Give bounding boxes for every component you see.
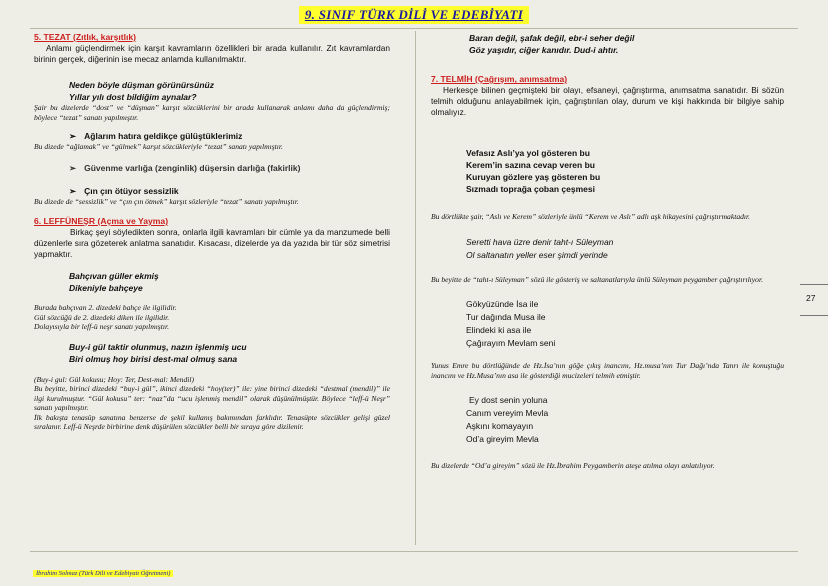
- telmih-note: Bu dizelerde “Od’a gireyim” sözü ile Hz.İbrahim Peygamberin ateşe atılma olayı anlatılıyor.: [431, 461, 715, 470]
- right-column: [431, 32, 784, 471]
- leffunesr-note: Burada bahçıvan 2. dizedeki bahçe ile ilgilidir.: [34, 303, 177, 312]
- tezat-example-text: Çın çın ötüyor sessizlik: [84, 185, 179, 196]
- verse-line: Baran değil, şafak değil, ebr-i seher değil: [469, 33, 635, 43]
- verse-line: Od’a gireyim Mevla: [466, 434, 539, 444]
- verse-line: Gökyüzünde İsa ile: [466, 299, 539, 309]
- column-divider: [415, 31, 416, 545]
- section-leffunesr-desc: Birkaç şeyi söyledikten sonra, onlarla ilgili kavramları bir cümle ya da manzumede belli düzenlerle sıra gözeterek anlatma sanatıdır. Kısacası, dizelerde ya da yazıda bir tür söz simetrisi yapmaktır.: [34, 227, 390, 259]
- leffunesr-example-line: Bahçıvan güller ekmiş: [69, 271, 159, 281]
- leffunesr-note: Bu beyitte, birinci dizedeki “buy-i gül”, ikinci dizedeki “hoy(ter)” ile: yine birinci dizedeki “destmal (mendil)” ile ilgi kurulmuştur. “Gül kokusu” ter: “naz”da “ucu işlenmiş mendil” olarak düşünülmüştür. Böylece “leff-ü Neşr” sanatı yapılmıştır.: [34, 384, 390, 412]
- telmih-note: Bu beyitte de “taht-ı Süleyman” sözü ile gösteriş ve saltanatlarıyla ünlü Süleyman peygamber çağrıştırılıyor.: [431, 274, 763, 284]
- header-bar: [0, 6, 828, 24]
- verse-line: Ol saltanatın yeller eser şimdi yerinde: [466, 249, 608, 260]
- arrow-icon: ➢: [69, 185, 77, 196]
- section-telmih-desc: Herkesçe bilinen geçmişteki bir olayı, efsaneyi, çağrıştırma, anımsatma sanatıdır. Bi sözün telmih olduğunu anlayabilmek için, çağrıştırılan olay, durum ve kişi hakkında bir bilgiye sahip olmalıyız.: [431, 85, 784, 117]
- section-telmih-title: 7. TELMİH (Çağrışım, anımsatma): [431, 74, 568, 84]
- leffunesr-note: Gül sözcüğü de 2. dizedeki diken ile ilgilidir.: [34, 312, 170, 322]
- verse-line: Kerem’in sazına cevap veren bu: [466, 160, 595, 170]
- tezat-example-bullet: [34, 163, 390, 174]
- leffunesr-example-line: Biri olmuş hoy birisi dest-mal olmuş sana: [69, 353, 238, 364]
- verse-line: Sızmadı toprağa çoban çeşmesi: [466, 184, 595, 194]
- verse-line: Canım vereyim Mevla: [466, 408, 549, 418]
- leffunesr-note: Dolayısıyla bir leff-ü neşr sanatı yapılmıştır.: [34, 322, 169, 331]
- verse-line: Tur dağında Musa ile: [466, 312, 546, 322]
- bottom-divider: [30, 551, 798, 552]
- verse-line: Göz yaşıdır, ciğer kanıdır. Dud-i ahtır.: [469, 45, 619, 55]
- verse-line: Seretti hava üzre denir taht-ı Süleyman: [466, 236, 614, 247]
- arrow-icon: ➢: [69, 162, 77, 173]
- tezat-example-note: Bu dizede “ağlamak” ve “gülmek” karşıt sözcükleriyle “tezat” sanatı yapılmıştır.: [34, 142, 283, 151]
- verse-line: Aşkını komayayın: [466, 421, 534, 431]
- tezat-example-text: Güvenme varlığa (zenginlik) düşersin darlığa (fakirlik): [84, 162, 301, 173]
- tezat-example-bullet: [34, 186, 390, 197]
- section-leffunesr-title: 6. LEFFÜNEŞR (Açma ve Yayma): [34, 216, 169, 226]
- verse-line: Çağırayım Mevlam seni: [466, 338, 556, 348]
- telmih-note: Yunus Emre bu dörtlüğünde de Hz.İsa’nın göğe çıkış inancını, Hz.musa’nın Tur Dağı’nda Tanrı ile konuştuğu inancını ve Hz.Musa’nın asa ile gösterdiği mucizeleri telmih etmiştir.: [431, 361, 784, 380]
- arrow-icon: ➢: [69, 131, 77, 141]
- telmih-note: Bu dörtlükte şair, “Aslı ve Kerem” sözleriyle ünlü “Kerem ve Aslı” adlı aşk hikayesini çağrıştırmaktadır.: [431, 212, 751, 221]
- page-title: 9. SINIF TÜRK DİLİ VE EDEBİYATI: [299, 6, 529, 24]
- section-tezat-title: 5. TEZAT (Zıtlık, karşıtlık): [34, 32, 137, 42]
- footer-author: İbrahim Solmaz (Türk Dili ve Edebiyatı Öğretmeni): [33, 570, 173, 577]
- leffunesr-note: İlk bakışta tenasüp sanatına benzerse de şekil kullanış bakımından farklıdır. Tenasüpte sözcükler gelişi güzel sıralanır. Leff-ü Neşrde birbirine denk düşürülen sözcükler belli bir sıraya göre dizilenir.: [34, 412, 390, 431]
- leffunesr-example-line: Buy-i gül taktir olunmuş, nazın işlenmiş ucu: [69, 341, 247, 352]
- left-column: [34, 32, 390, 432]
- tezat-example-note: Bu dizede de “sessizlik” ve “çın çın ötmek” karşıt sözleriyle “tezat” sanatı yapılmıştır.: [34, 196, 299, 206]
- page-number: 27: [806, 293, 816, 303]
- leffunesr-note: (Buy-i gul: Gül kokusu; Hoy: Ter, Dest-mal: Mendil): [34, 374, 194, 384]
- verse-line: Ey dost senin yoluna: [469, 395, 548, 405]
- tezat-example-note: Şair bu dizelerde “dost” ve “düşman” karşıt sözcüklerini bir arada kullanarak anlamı daha da güçlendirmiş; böylece “tezat” sanatı yapılmıştır.: [34, 103, 390, 122]
- tezat-example-text: Ağlarım hatıra geldikçe gülüştüklerimiz: [84, 131, 243, 141]
- tezat-example-line: Yıllar yılı dost bildiğim aynalar?: [69, 92, 197, 102]
- top-divider: [30, 28, 798, 29]
- verse-line: Elindeki ki asa ile: [466, 325, 532, 335]
- verse-line: Vefasız Aslı’ya yol gösteren bu: [466, 148, 590, 158]
- tezat-example-bullet: [34, 131, 390, 142]
- verse-line: Kuruyan gözlere yaş gösteren bu: [466, 172, 601, 182]
- section-tezat-desc: Anlamı güçlendirmek için karşıt kavramların özellikleri bir arada kullanılır. Zıt kavramlardan birinin gerçek, diğerinin ise mecaz anlamda kullanılmaktır.: [34, 43, 390, 64]
- tezat-example-line: Neden böyle düşman görünürsünüz: [69, 80, 214, 90]
- leffunesr-example-line: Dikeniyle bahçeye: [69, 283, 143, 293]
